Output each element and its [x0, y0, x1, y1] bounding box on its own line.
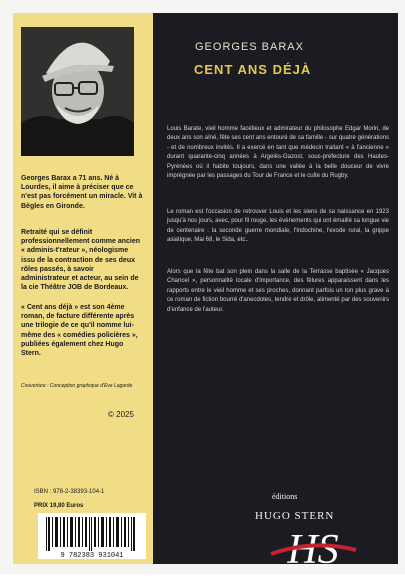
publisher-logo: [263, 525, 363, 571]
cover-credit: Couverture : Conception graphique d'Eve Lagarde: [21, 383, 133, 389]
author-name: GEORGES BARAX: [195, 41, 304, 53]
copyright: © 2025: [108, 410, 134, 419]
author-bio-1: Georges Barax a 71 ans. Né à Lourdes, il aime à préciser que ce n'est pas forcément un miracle. Vit à Bègles en Gironde.: [21, 175, 143, 210]
synopsis-paragraph-3: Alors que la fête bat son plein dans la salle de la Terrasse baptisée « Jacques Chancel », personnalité locale d'importance, des fêlures apparaissent dans les rapports entre le vieil homme et ses proches, donnant parfois un ton plus grave à ce roman de fiction bourré d'anecdotes, tendre et drôle, alimenté par des souvenirs d'enfance de l'auteur.: [167, 269, 389, 313]
barcode-number: 9 782383 931041: [60, 552, 124, 559]
editions-label: éditions: [272, 492, 298, 501]
author-bio-3: « Cent ans déjà » est son 4ème roman, de facture différente après une trilogie de ce qu'il nomme lui-même des « comédies policières », publiées également chez Hugo Stern.: [21, 304, 138, 358]
publisher-name: HUGO STERN: [255, 510, 335, 522]
isbn: ISBN : 978-2-38393-104-1: [34, 489, 105, 495]
publisher-logo-letters: HS: [287, 527, 339, 571]
barcode: [38, 513, 146, 559]
author-photo: [21, 27, 134, 156]
synopsis-paragraph-2: Le roman est l'occasion de retrouver Louis et les siens de sa naissance en 1923 jusqu'à nos jours, avec, pour fil rouge, les évènements qui ont émaillé sa longue vie de centenaire : la seconde guerre mondiale, l'Indochine, l'exode rural, la grippe asiatique, Mai 68, le Sida, etc..: [167, 209, 389, 244]
synopsis-paragraph-1: Louis Barate, vieil homme facétieux et admirateur du philosophe Edgar Morin, de deux ans son aîné, fête ses cent ans entouré de sa famille - sur quatre générations - et de nombreux invités. Il a exercé en tant que médecin traitant « à l'ancienne » durant quarante-cinq années à Argelès-Gazost, sous-préfecture des Hautes-Pyrénées où il habite toujours, dans une vallée à la belle douceur de vivre imprégnée par les passages du Tour de France et le culte du Rugby.: [167, 126, 389, 180]
author-bio-2: Retraité qui se définit professionnellement comme ancien « adminis-t'rateur », néologisme issu de la contraction de ses deux rôles passés, à savoir administrateur et acteur, au sein de la cie Théâtre JOB de Bordeaux.: [21, 229, 141, 292]
book-title: CENT ANS DÉJÀ: [194, 62, 312, 77]
price: PRIX 19,80 Euros: [34, 503, 84, 509]
